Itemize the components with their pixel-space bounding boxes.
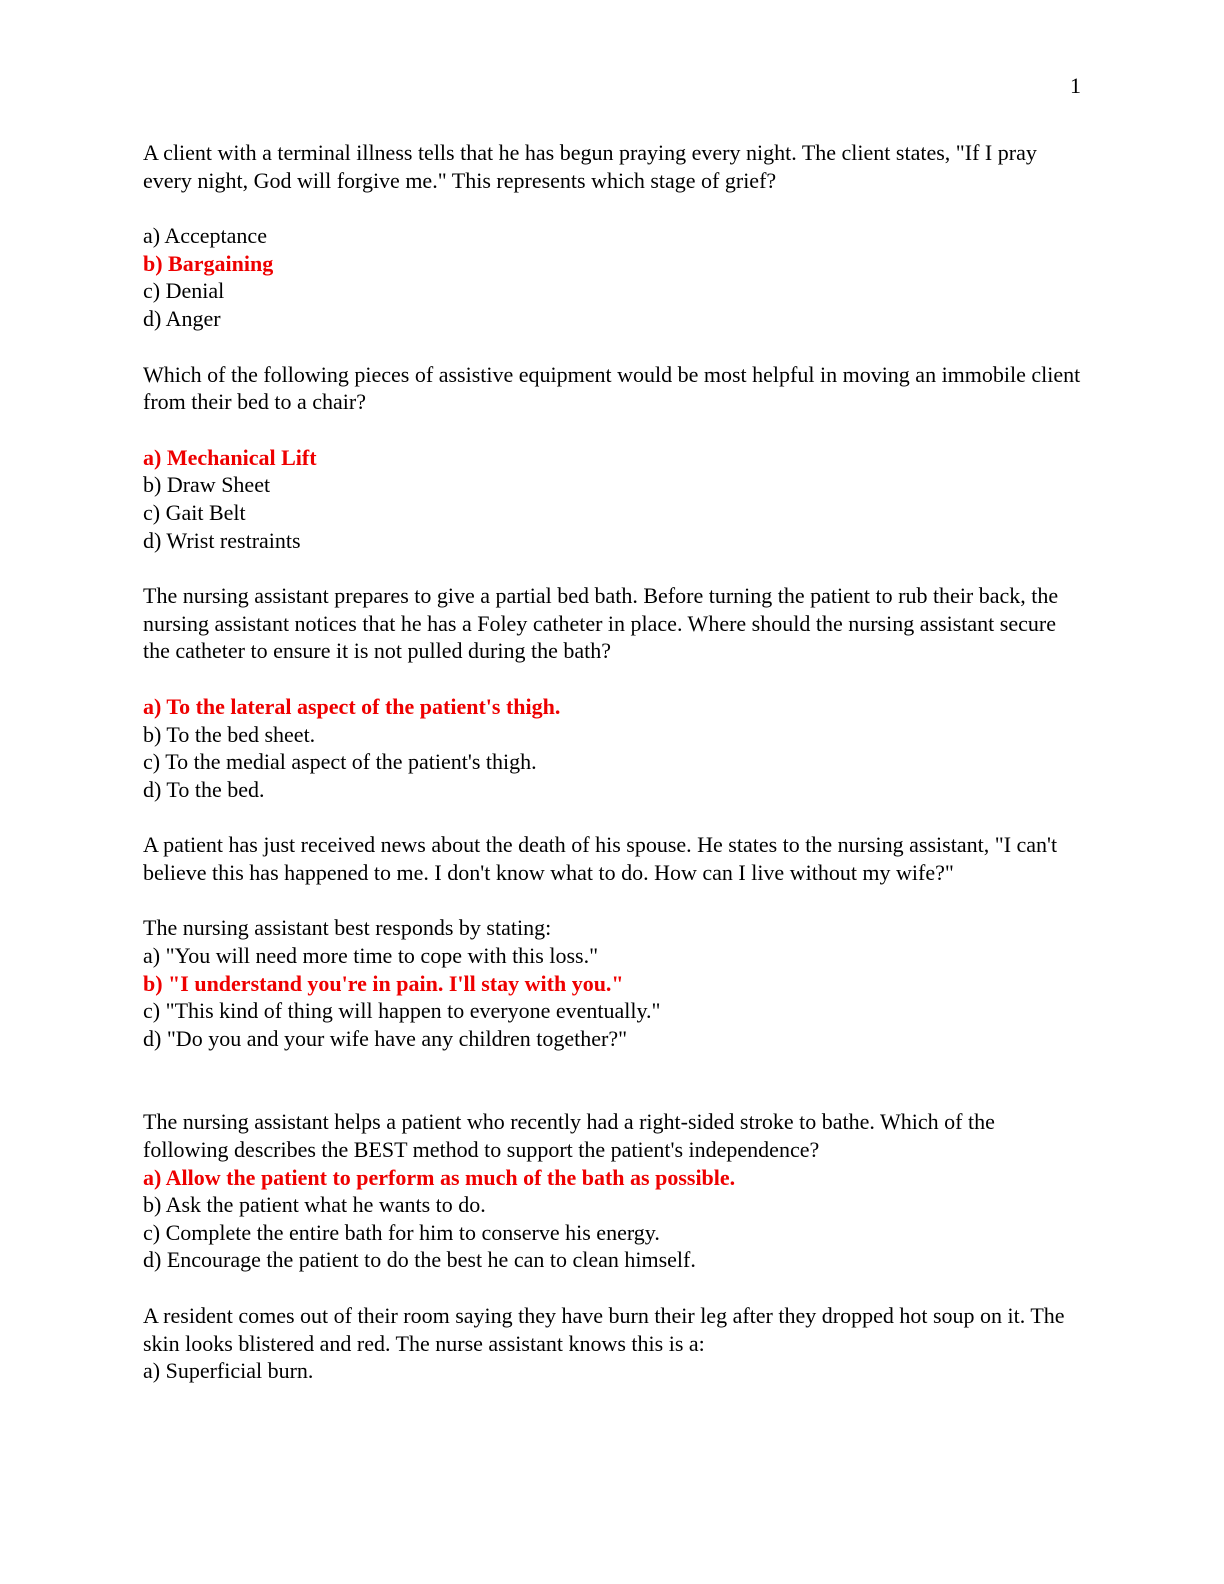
answer-options xyxy=(143,1164,1081,1274)
answer-option-correct: a) Allow the patient to perform as much of the bath as possible. xyxy=(143,1164,736,1190)
answer-option: c) "This kind of thing will happen to everyone eventually." xyxy=(143,998,661,1024)
answer-option: d) Encourage the patient to do the best he can to clean himself. xyxy=(143,1247,696,1273)
answer-option: c) Complete the entire bath for him to conserve his energy. xyxy=(143,1219,660,1245)
answer-option: d) Wrist restraints xyxy=(143,527,301,553)
answer-option-correct: a) To the lateral aspect of the patient's thigh. xyxy=(143,693,561,719)
question-text: A client with a terminal illness tells that he has begun praying every night. The client states, "If I pray every night, God will forgive me." This represents which stage of grief? xyxy=(143,140,1037,193)
question-block-4 xyxy=(143,831,1081,1052)
answer-option: c) Denial xyxy=(143,278,225,304)
answer-option: a) Superficial burn. xyxy=(143,1358,314,1384)
answer-option: a) "You will need more time to cope with this loss." xyxy=(143,943,599,969)
answer-options xyxy=(143,1357,1081,1385)
answer-option: a) Acceptance xyxy=(143,223,267,249)
answer-option: c) Gait Belt xyxy=(143,499,246,525)
question-block-2 xyxy=(143,361,1081,555)
answer-options xyxy=(143,942,1081,1052)
question-text: The nursing assistant helps a patient who recently had a right-sided stroke to bathe. Which of the following describes the BEST method to support the patient's independence? xyxy=(143,1109,995,1163)
answer-options xyxy=(143,222,1081,332)
answer-options xyxy=(143,693,1081,803)
answer-option: d) "Do you and your wife have any children together?" xyxy=(143,1025,628,1051)
question-text: A resident comes out of their room saying they have burn their leg after they dropped hot soup on it. The skin looks blistered and red. The nurse assistant knows this is a: xyxy=(143,1303,1065,1356)
question-block-3 xyxy=(143,582,1081,803)
page-number: 1 xyxy=(1070,73,1081,98)
answer-option: b) Ask the patient what he wants to do. xyxy=(143,1192,486,1218)
question-text: A patient has just received news about the death of his spouse. He states to the nursing assistant, "I can't believe this has happened to me. I don't know what to do. How can I live without my wife?" xyxy=(143,832,1058,885)
question-text: The nursing assistant prepares to give a partial bed bath. Before turning the patient to rub their back, the nursing assistant notices that he has a Foley catheter in place. Where should the nursing assistant secure the catheter to ensure it is not pulled during the bath? xyxy=(143,583,1059,664)
answer-option: d) Anger xyxy=(143,305,221,331)
question-stem: The nursing assistant best responds by stating: xyxy=(143,915,552,941)
answer-option-correct: a) Mechanical Lift xyxy=(143,444,317,470)
answer-option: d) To the bed. xyxy=(143,776,265,802)
answer-option-correct: b) "I understand you're in pain. I'll stay with you." xyxy=(143,970,624,996)
question-text: Which of the following pieces of assistive equipment would be most helpful in moving an immobile client from their bed to a chair? xyxy=(143,361,1081,415)
question-block-6 xyxy=(143,1302,1081,1385)
question-block-1 xyxy=(143,139,1081,333)
answer-option: c) To the medial aspect of the patient's thigh. xyxy=(143,749,537,775)
answer-option-correct: b) Bargaining xyxy=(143,250,274,276)
answer-options xyxy=(143,444,1081,554)
question-block-5 xyxy=(143,1108,1081,1274)
answer-option: b) Draw Sheet xyxy=(143,472,271,498)
answer-option: b) To the bed sheet. xyxy=(143,721,316,747)
